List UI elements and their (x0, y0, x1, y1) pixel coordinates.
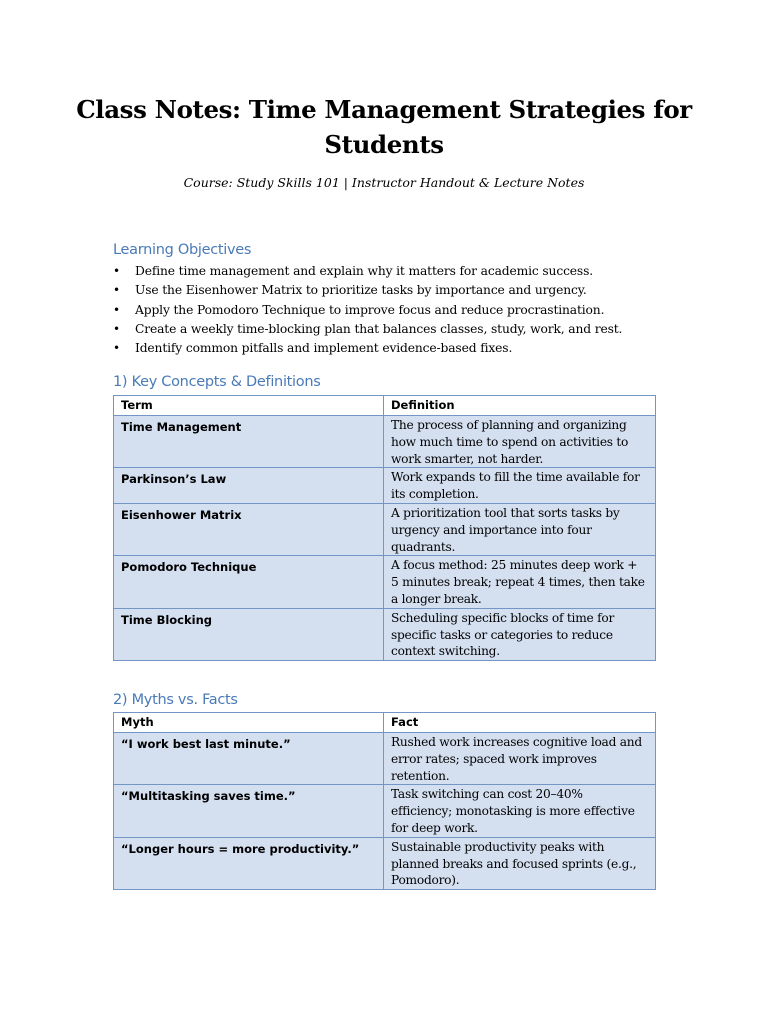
definition-cell: Work expands to fill the time available for its completion. (384, 468, 656, 504)
objective-item (113, 301, 673, 320)
myths-facts-heading: 2) Myths vs. Facts (113, 692, 238, 708)
objective-text: Define time management and explain why it matters for academic success. (135, 264, 594, 278)
table-row (114, 608, 656, 660)
column-header-term: Term (114, 396, 384, 416)
term-cell: Pomodoro Technique (114, 556, 384, 608)
objective-item (113, 320, 673, 339)
term-cell: Eisenhower Matrix (114, 503, 384, 555)
objective-text: Use the Eisenhower Matrix to prioritize tasks by importance and urgency. (135, 283, 587, 298)
term-cell: Parkinson’s Law (114, 468, 384, 504)
key-concepts-table (113, 395, 656, 661)
objective-item (113, 281, 673, 300)
table-header-row (114, 713, 656, 733)
table-row (114, 556, 656, 608)
table-header-row (114, 396, 656, 416)
objective-item (113, 339, 673, 358)
myths-facts-table (113, 712, 656, 890)
objective-item (113, 262, 673, 281)
definition-cell: Scheduling specific blocks of time for specific tasks or categories to reduce context switching. (384, 608, 656, 660)
table-row (114, 785, 656, 837)
myth-cell: “Longer hours = more productivity.” (114, 837, 384, 889)
objectives-list (113, 262, 673, 358)
key-concepts-heading: 1) Key Concepts & Definitions (113, 374, 321, 390)
table-row (114, 468, 656, 504)
objective-text: Identify common pitfalls and implement evidence-based fixes. (135, 341, 513, 356)
objective-text: Apply the Pomodoro Technique to improve focus and reduce procrastination. (135, 302, 605, 317)
column-header-definition: Definition (384, 396, 656, 416)
myth-cell: “I work best last minute.” (114, 733, 384, 785)
bullet-icon: • (113, 341, 120, 356)
fact-cell: Rushed work increases cognitive load and error rates; spaced work improves retention. (384, 733, 656, 785)
bullet-icon: • (113, 321, 120, 336)
document-title: Class Notes: Time Management Strategies for Students (76, 95, 692, 159)
document-subtitle: Course: Study Skills 101 | Instructor Handout & Lecture Notes (183, 175, 585, 190)
term-cell: Time Management (114, 416, 384, 468)
table-row (114, 503, 656, 555)
definition-cell: A focus method: 25 minutes deep work + 5 minutes break; repeat 4 times, then take a longer break. (384, 556, 656, 608)
table-row (114, 733, 656, 785)
bullet-icon: • (113, 283, 120, 298)
definition-cell: A prioritization tool that sorts tasks by urgency and importance into four quadrants. (384, 503, 656, 555)
objective-text: Create a weekly time-blocking plan that balances classes, study, work, and rest. (135, 321, 623, 336)
bullet-icon: • (113, 264, 120, 278)
myth-cell: “Multitasking saves time.” (114, 785, 384, 837)
bullet-icon: • (113, 302, 120, 317)
term-cell: Time Blocking (114, 608, 384, 660)
table-row (114, 416, 656, 468)
fact-cell: Sustainable productivity peaks with planned breaks and focused sprints (e.g., Pomodoro). (384, 837, 656, 889)
learning-objectives-heading: Learning Objectives (113, 242, 252, 258)
definition-cell: The process of planning and organizing how much time to spend on activities to work smarter, not harder. (384, 416, 656, 468)
fact-cell: Task switching can cost 20–40% efficiency; monotasking is more effective for deep work. (384, 785, 656, 837)
table-row (114, 837, 656, 889)
column-header-fact: Fact (384, 713, 656, 733)
column-header-myth: Myth (114, 713, 384, 733)
